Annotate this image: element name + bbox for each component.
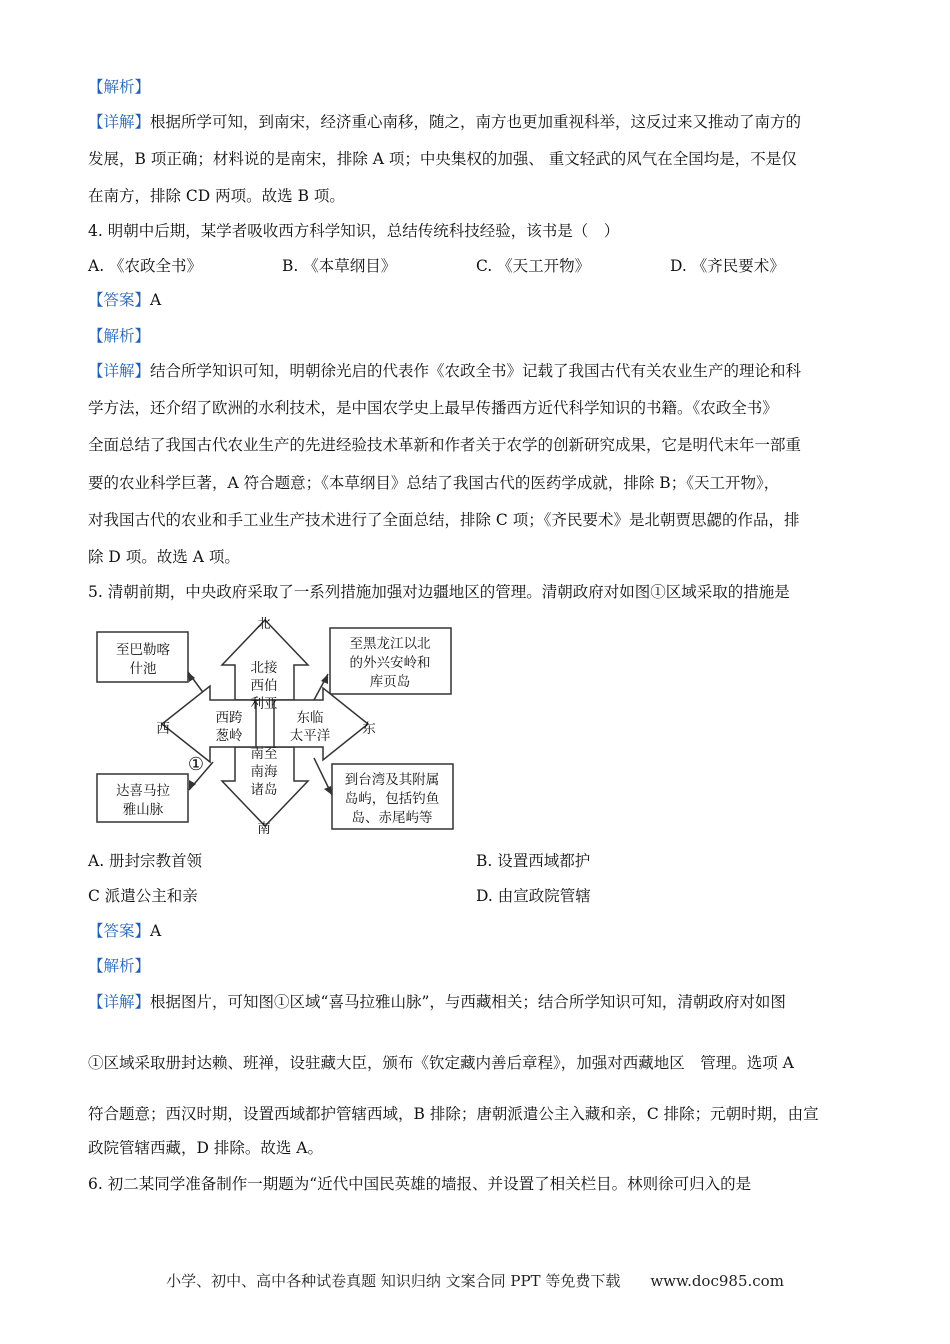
q5-stem: 5. 清朝前期，中央政府采取了一系列措施加强对边疆地区的管理。清朝政府对如图①区域采取的措施是 [88,583,790,601]
east-arrow-line-1: 东临 [296,710,324,726]
south-arrow-line-1: 南至 [250,746,278,762]
q5-answer: A [150,922,162,940]
direction-south: 南 [257,821,271,836]
south-arrow-line-3: 诸岛 [250,782,278,798]
territory-diagram [88,612,468,836]
south-arrow-line-2: 南海 [250,764,278,780]
north-arrow-line-1: 北接 [250,660,278,676]
direction-north: 北 [257,616,271,632]
q4-answer: A [150,291,162,309]
q3-detail-tag: 【详解】 [88,113,151,131]
q5-detail-text-1: 根据图片，可知图①区域“喜马拉雅山脉”，与西藏相关；结合所学知识可知，清朝政府对如图 [150,993,786,1011]
q5-option-a: A. 册封宗教首领 [88,852,203,870]
q4-detail-text-1: 结合所学知识可知，明朝徐光启的代表作《农政全书》记载了我国古代有关农业生产的理论和科 [150,362,802,380]
q5-detail-line-4: 政院管辖西藏，D 排除。故选 A。 [88,1139,323,1157]
box-sw-line-2: 雅山脉 [122,802,164,818]
q4-detail-line-3: 全面总结了我国古代农业生产的先进经验技术革新和作者关于农学的创新研究成果，它是明代末年一部重 [88,436,802,454]
box-ne-line-1: 至黑龙江以北 [349,636,431,652]
box-ne-line-3: 库页岛 [369,674,411,690]
box-ne-line-2: 的外兴安岭和 [349,655,431,671]
q4-stem: 4. 明朝中后期，某学者吸收西方科学知识，总结传统科技经验，该书是（ ） [88,222,620,240]
page-footer: 小学、初中、高中各种试卷真题 知识归纳 文案合同 PPT 等免费下载 www.doc985.com [166,1272,784,1290]
q5-option-c: C 派遣公主和亲 [88,887,198,905]
box-nw-line-2: 什池 [129,661,157,677]
q4-detail-line-6: 除 D 项。故选 A 项。 [88,548,240,566]
q5-detail-line-2: ①区域采取册封达赖、班禅，设驻藏大臣，颁布《钦定藏内善后章程》，加强对西藏地区 管理。选项 A [88,1054,794,1072]
box-sw-line-1: 达喜马拉 [116,783,170,799]
q5-answer-line [88,921,161,941]
q3-detail-line-3: 在南方，排除 CD 两项。故选 B 项。 [88,187,345,205]
q4-option-a: A. 《农政全书》 [88,257,203,275]
q6-stem: 6. 初二某同学准备制作一期题为“近代中国民英雄的墙报、并设置了相关栏目。林则徐可归入的是 [88,1175,752,1193]
q4-detail-line-4: 要的农业科学巨著，A 符合题意；《本草纲目》总结了我国古代的医药学成就，排除 B；《天工开物》， [88,474,780,492]
direction-east: 东 [362,721,376,737]
box-se-line-3: 岛、赤尾屿等 [351,810,433,826]
q3-analysis-tag: 【解析】 [88,78,151,96]
q4-option-c: C. 《天工开物》 [476,257,591,275]
q3-detail-text-1: 根据所学可知，到南宋，经济重心南移，随之，南方也更加重视科举，这反过来又推动了南方的 [150,113,802,131]
q3-detail-line-1 [88,112,801,132]
q4-detail-line-2: 学方法，还介绍了欧洲的水利技术，是中国农学史上最早传播西方近代科学知识的书籍。《农政全书》 [88,399,778,417]
q4-option-b: B. 《本草纲目》 [282,257,397,275]
q4-answer-tag: 【答案】 [88,291,151,309]
direction-west: 西 [156,721,170,737]
region-marker-1: ① [187,754,205,775]
q4-analysis-tag: 【解析】 [88,327,151,345]
q5-detail-tag: 【详解】 [88,993,151,1011]
box-se-line-1: 到台湾及其附属 [344,772,440,788]
q4-detail-tag: 【详解】 [88,362,151,380]
q5-option-d: D. 由宣政院管辖 [476,887,591,905]
north-arrow-line-2: 西伯 [250,678,278,694]
q4-detail-line-1 [88,361,801,381]
box-nw-line-1: 至巴勒喀 [116,642,170,658]
q4-option-d: D. 《齐民要术》 [670,257,785,275]
q5-analysis-tag: 【解析】 [88,957,151,975]
west-arrow-line-1: 西跨 [215,710,243,726]
box-se-line-2: 岛屿，包括钓鱼 [344,791,440,807]
q4-detail-line-5: 对我国古代的农业和手工业生产技术进行了全面总结，排除 C 项；《齐民要术》是北朝贾思勰的作品，排 [88,511,800,529]
west-arrow-line-2: 葱岭 [215,728,243,744]
q4-answer-line [88,290,161,310]
east-arrow-line-2: 太平洋 [289,728,331,744]
q3-detail-line-2: 发展，B 项正确；材料说的是南宋，排除 A 项；中央集权的加强、 重文轻武的风气在全国均是，不是仅 [88,150,797,168]
q5-detail-line-1 [88,992,786,1012]
q5-detail-line-3: 符合题意；西汉时期，设置西域都护管辖西域，B 排除；唐朝派遣公主入藏和亲，C 排除；元朝时期，由宣 [88,1105,819,1123]
north-arrow-line-3: 利亚 [250,696,278,712]
q5-option-b: B. 设置西域都护 [476,852,591,870]
q5-answer-tag: 【答案】 [88,922,151,940]
